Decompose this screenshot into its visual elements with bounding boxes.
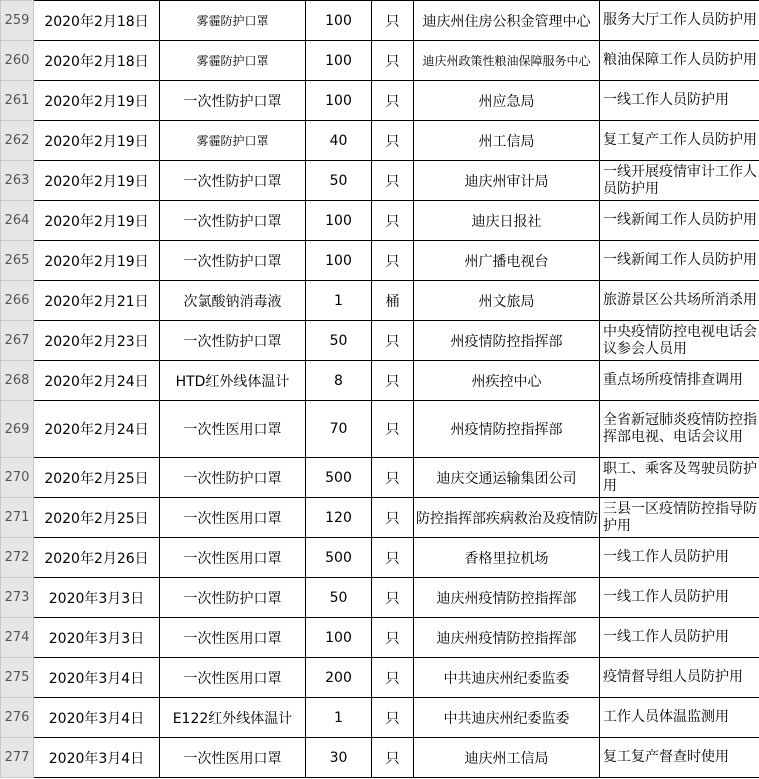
row-number[interactable]: 263 [1,161,34,201]
quantity-cell[interactable]: 100 [306,618,372,658]
purpose-cell[interactable]: 职工、乘客及驾驶员防护用 [600,458,759,498]
date-cell[interactable]: 2020年2月18日 [34,1,160,41]
organization-cell[interactable]: 香格里拉机场 [414,538,600,578]
item-cell[interactable]: 一次性医用口罩 [160,618,306,658]
table-row [1,538,759,578]
row-number[interactable]: 266 [1,281,34,321]
date-cell[interactable]: 2020年2月25日 [34,498,160,538]
table-row [1,41,759,81]
row-number[interactable]: 269 [1,401,34,458]
date-cell[interactable]: 2020年3月4日 [34,698,160,738]
unit-cell[interactable]: 只 [372,498,414,538]
item-cell[interactable]: 一次性防护口罩 [160,161,306,201]
unit-cell[interactable]: 只 [372,41,414,81]
purpose-cell[interactable]: 一线新闻工作人员防护用 [600,241,759,281]
unit-cell[interactable]: 只 [372,458,414,498]
row-number[interactable]: 274 [1,618,34,658]
purpose-cell[interactable]: 全省新冠肺炎疫情防控指挥部电视、电话会议用 [600,401,759,458]
quantity-cell[interactable]: 30 [306,738,372,778]
unit-cell[interactable]: 只 [372,161,414,201]
item-cell[interactable]: E122红外线体温计 [160,698,306,738]
row-number[interactable]: 259 [1,1,34,41]
row-number[interactable]: 267 [1,321,34,361]
item-cell[interactable]: HTD红外线体温计 [160,361,306,401]
row-number[interactable]: 264 [1,201,34,241]
quantity-cell[interactable]: 1 [306,698,372,738]
purpose-cell[interactable]: 一线工作人员防护用 [600,538,759,578]
item-cell[interactable]: 一次性防护口罩 [160,321,306,361]
date-cell[interactable]: 2020年3月4日 [34,738,160,778]
row-number[interactable]: 276 [1,698,34,738]
quantity-cell[interactable]: 100 [306,201,372,241]
row-number[interactable]: 275 [1,658,34,698]
unit-cell[interactable]: 只 [372,321,414,361]
quantity-cell[interactable]: 100 [306,241,372,281]
quantity-cell[interactable]: 100 [306,41,372,81]
organization-cell[interactable]: 中共迪庆州纪委监委 [414,658,600,698]
date-cell[interactable]: 2020年2月23日 [34,321,160,361]
unit-cell[interactable]: 只 [372,401,414,458]
unit-cell[interactable]: 桶 [372,281,414,321]
organization-cell[interactable]: 中共迪庆州纪委监委 [414,698,600,738]
purpose-cell[interactable]: 服务大厅工作人员防护用 [600,1,759,41]
date-cell[interactable]: 2020年2月24日 [34,361,160,401]
row-number[interactable]: 261 [1,81,34,121]
organization-cell[interactable]: 州疫情防控指挥部 [414,401,600,458]
purpose-cell[interactable]: 工作人员体温监测用 [600,698,759,738]
item-cell[interactable]: 雾霾防护口罩 [160,41,306,81]
unit-cell[interactable]: 只 [372,578,414,618]
table-row [1,738,759,778]
table-row [1,241,759,281]
date-cell[interactable]: 2020年2月18日 [34,41,160,81]
quantity-cell[interactable]: 200 [306,658,372,698]
item-cell[interactable]: 次氯酸钠消毒液 [160,281,306,321]
unit-cell[interactable]: 只 [372,361,414,401]
date-cell[interactable]: 2020年3月4日 [34,658,160,698]
quantity-cell[interactable]: 500 [306,538,372,578]
quantity-cell[interactable]: 500 [306,458,372,498]
purpose-cell[interactable]: 一线工作人员防护用 [600,618,759,658]
table-row [1,1,759,41]
date-cell[interactable]: 2020年2月19日 [34,201,160,241]
date-cell[interactable]: 2020年3月3日 [34,618,160,658]
item-cell[interactable]: 一次性医用口罩 [160,658,306,698]
item-cell[interactable]: 雾霾防护口罩 [160,121,306,161]
purpose-cell[interactable]: 复工复产工作人员防护用 [600,121,759,161]
organization-cell[interactable]: 防控指挥部疾病救治及疫情防 [414,498,600,538]
unit-cell[interactable]: 只 [372,121,414,161]
quantity-cell[interactable]: 100 [306,1,372,41]
table-row [1,498,759,538]
item-cell[interactable]: 一次性防护口罩 [160,458,306,498]
organization-cell[interactable]: 迪庆日报社 [414,201,600,241]
table-row [1,121,759,161]
row-number[interactable]: 273 [1,578,34,618]
row-number[interactable]: 268 [1,361,34,401]
unit-cell[interactable]: 只 [372,658,414,698]
item-cell[interactable]: 一次性防护口罩 [160,81,306,121]
organization-cell[interactable]: 迪庆州政策性粮油保障服务中心 [414,41,600,81]
table-row [1,321,759,361]
organization-cell[interactable]: 州应急局 [414,81,600,121]
quantity-cell[interactable]: 50 [306,321,372,361]
organization-cell[interactable]: 迪庆州工信局 [414,738,600,778]
purpose-cell[interactable]: 粮油保障工作人员防护用 [600,41,759,81]
table-row [1,401,759,458]
purpose-cell[interactable]: 一线工作人员防护用 [600,578,759,618]
unit-cell[interactable]: 只 [372,1,414,41]
table-body [1,1,759,778]
date-cell[interactable]: 2020年2月19日 [34,81,160,121]
date-cell[interactable]: 2020年2月19日 [34,121,160,161]
item-cell[interactable]: 雾霾防护口罩 [160,1,306,41]
purpose-cell[interactable]: 复工复产督查时使用 [600,738,759,778]
organization-cell[interactable]: 州工信局 [414,121,600,161]
unit-cell[interactable]: 只 [372,738,414,778]
table-row [1,658,759,698]
table-row [1,281,759,321]
table-row [1,81,759,121]
table-row [1,618,759,658]
item-cell[interactable]: 一次性医用口罩 [160,538,306,578]
row-number[interactable]: 270 [1,458,34,498]
unit-cell[interactable]: 只 [372,538,414,578]
quantity-cell[interactable]: 50 [306,161,372,201]
table-row [1,361,759,401]
purpose-cell[interactable]: 旅游景区公共场所消杀用 [600,281,759,321]
date-cell[interactable]: 2020年2月26日 [34,538,160,578]
purpose-cell[interactable]: 一线新闻工作人员防护用 [600,201,759,241]
organization-cell[interactable]: 州文旅局 [414,281,600,321]
purpose-cell[interactable]: 疫情督导组人员防护用 [600,658,759,698]
table-row [1,578,759,618]
row-number[interactable]: 271 [1,498,34,538]
row-number[interactable]: 262 [1,121,34,161]
quantity-cell[interactable]: 100 [306,81,372,121]
item-cell[interactable]: 一次性防护口罩 [160,578,306,618]
item-cell[interactable]: 一次性医用口罩 [160,738,306,778]
table-row [1,161,759,201]
purpose-cell[interactable]: 中央疫情防控电视电话会议参会人员用 [600,321,759,361]
quantity-cell[interactable]: 1 [306,281,372,321]
quantity-cell[interactable]: 8 [306,361,372,401]
unit-cell[interactable]: 只 [372,241,414,281]
row-number[interactable]: 260 [1,41,34,81]
table-row [1,201,759,241]
table-row [1,698,759,738]
unit-cell[interactable]: 只 [372,201,414,241]
organization-cell[interactable]: 迪庆州疫情防控指挥部 [414,578,600,618]
quantity-cell[interactable]: 40 [306,121,372,161]
quantity-cell[interactable]: 120 [306,498,372,538]
item-cell[interactable]: 一次性医用口罩 [160,401,306,458]
quantity-cell[interactable]: 70 [306,401,372,458]
purpose-cell[interactable]: 一线工作人员防护用 [600,81,759,121]
date-cell[interactable]: 2020年2月19日 [34,241,160,281]
organization-cell[interactable]: 州疾控中心 [414,361,600,401]
unit-cell[interactable]: 只 [372,618,414,658]
item-cell[interactable]: 一次性防护口罩 [160,241,306,281]
table-row [1,458,759,498]
purpose-cell[interactable]: 一线开展疫情审计工作人员防护用 [600,161,759,201]
row-number[interactable]: 272 [1,538,34,578]
organization-cell[interactable]: 迪庆交通运输集团公司 [414,458,600,498]
date-cell[interactable]: 2020年2月19日 [34,161,160,201]
organization-cell[interactable]: 州疫情防控指挥部 [414,321,600,361]
unit-cell[interactable]: 只 [372,81,414,121]
unit-cell[interactable]: 只 [372,698,414,738]
purpose-cell[interactable]: 三县一区疫情防控指导防护用 [600,498,759,538]
organization-cell[interactable]: 州广播电视台 [414,241,600,281]
date-cell[interactable]: 2020年2月24日 [34,401,160,458]
row-number[interactable]: 277 [1,738,34,778]
quantity-cell[interactable]: 50 [306,578,372,618]
item-cell[interactable]: 一次性医用口罩 [160,498,306,538]
date-cell[interactable]: 2020年3月3日 [34,578,160,618]
date-cell[interactable]: 2020年2月25日 [34,458,160,498]
date-cell[interactable]: 2020年2月21日 [34,281,160,321]
organization-cell[interactable]: 迪庆州审计局 [414,161,600,201]
purpose-cell[interactable]: 重点场所疫情排查调用 [600,361,759,401]
organization-cell[interactable]: 迪庆州疫情防控指挥部 [414,618,600,658]
organization-cell[interactable]: 迪庆州住房公积金管理中心 [414,1,600,41]
row-number[interactable]: 265 [1,241,34,281]
item-cell[interactable]: 一次性防护口罩 [160,201,306,241]
